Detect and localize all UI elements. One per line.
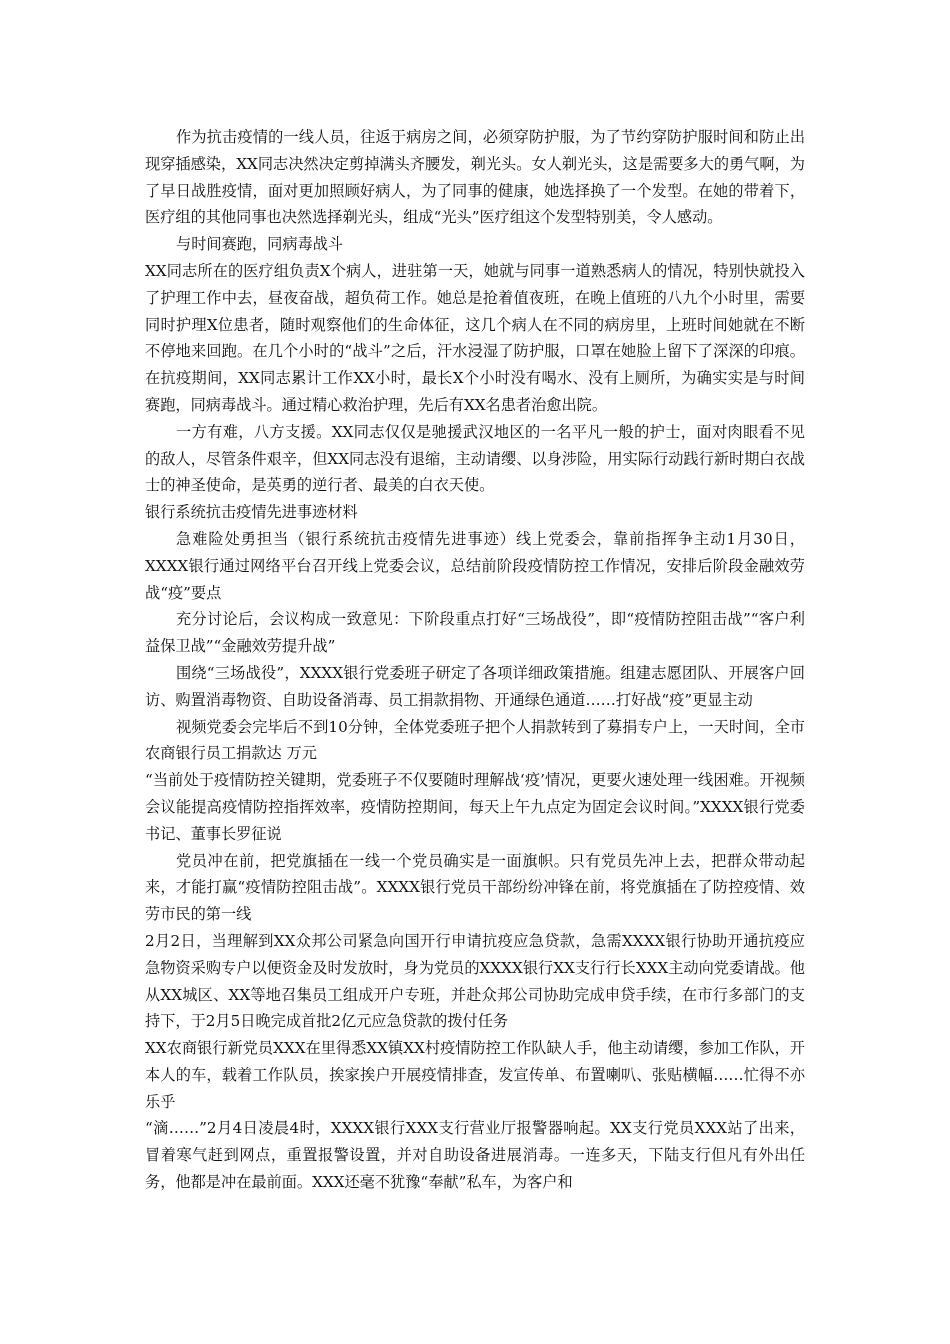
paragraph-haircut-story: 作为抗击疫情的一线人员，往返于病房之间，必须穿防护服，为了节约穿防护服时间和防止出现穿插感染，XX同志决然决定剪掉满头齐腰发，剃光头。女人剃光头，这是需要多大的勇气啊，为了早日战胜疫情，面对更加照顾好病人，为了同事的健康，她选择换了一个发型。在她的带着下，医疗组的其他同事也决然选择剃光头，组成“光头”医疗组这个发型特别美，令人感动。	[145, 128, 805, 227]
paragraph-new-party-member: XX农商银行新党员XXX在里得悉XX镇XX村疫情防控工作队缺人手，他主动请缨，参加工作队，开本人的车，载着工作队员，挨家挨户开展疫情排查，发宣传单、布置喇叭、张贴横幅……忙得不亦乐乎	[145, 1039, 805, 1111]
paragraph-support-wuhan: 一方有难，八方支援。XX同志仅仅是驰援武汉地区的一名平凡一般的护士，面对肉眼看不见的敌人，尽管条件艰辛，但XX同志没有退缩，主动请缨、以身涉险，用实际行动践行新时期白衣战士的神圣使命，是英勇的逆行者、最美的白衣天使。	[145, 422, 805, 495]
section-heading-race-against-time: 与时间赛跑，同病毒战斗	[176, 235, 344, 254]
paragraph-night-shift: XX同志所在的医疗组负责X个病人，进驻第一天，她就与同事一道熟悉病人的情况，特别快就投入了护理工作中去，昼夜奋战，超负荷工作。她总是抢着值夜班，在晚上值班的八九个小时里，需要同时护理X位患者，随时观察他们的生命体征，这几个病人在不同的病房里，上班时间她就在不断不停地来回跑。在几个小时的“战斗”之后，汗水浸湿了防护服，口罩在她脸上留下了深深的印痕。在抗疫期间，XX同志累计工作XX小时，最长X个小时没有喝水、没有上厕所，为确实实是与时间赛跑，同病毒战斗。通过精心救治护理，先后有XX名患者治愈出院。	[145, 261, 805, 414]
paragraph-emergency-loan: 2月2日，当理解到XX众邦公司紧急向国开行申请抗疫应急贷款，急需XXXX银行协助开通抗疫应急物资采购专户以便资金及时发放时，身为党员的XXXX银行XX支行行长XXX主动向党委请战。他从XX城区、XX等地召集员工组成开户专班，并赴众邦公司协助完成申贷手续，在市行多部门的支持下，于2月5日晚完成首批2亿元应急贷款的拨付任务	[145, 931, 805, 1031]
paragraph-party-members-front: 党员冲在前，把党旗插在一线一个党员确实是一面旗帜。只有党员先冲上去，把群众带动起来，才能打赢“疫情防控阻击战”。XXXX银行党员干部纷纷冲锋在前，将党旗插在了防控疫情、效劳市民的第一线	[145, 851, 805, 924]
document-title-bank-materials: 银行系统抗击疫情先进事迹材料	[145, 503, 358, 522]
paragraph-alarm-night: “滴……”2月4日凌晨4时，XXXX银行XXX支行营业厅报警器响起。XX支行党员XXX站了出来，冒着寒气赶到网点，重置报警设置，并对自助设备进展消毒。一连多天，下陆支行但凡有外出任务，他都是冲在最前面。XXX还毫不犹豫“奉献”私车，为客户和	[145, 1119, 805, 1192]
paragraph-chairman-quote: “当前处于疫情防控关键期，党委班子不仅要随时理解战‘疫’情况，更要火速处理一线困难。开视频会议能提高疫情防控指挥效率，疫情防控期间，每天上午九点定为固定会议时间。”XXXX银行党委书记、董事长罗征说	[145, 771, 805, 843]
document-body	[145, 124, 805, 1196]
paragraph-online-party-meeting: 急难险处勇担当（银行系统抗击疫情先进事迹）线上党委会，靠前指挥争主动1月30日，XXXX银行通过网络平台召开线上党委会议，总结前阶段疫情防控工作情况，安排后阶段金融效劳战“疫”要点	[145, 529, 805, 602]
paragraph-donation: 视频党委会完毕后不到10分钟，全体党委班子把个人捐款转到了募捐专户上，一天时间，全市农商银行员工捐款达 万元	[145, 717, 805, 763]
paragraph-policy-measures: 围绕“三场战役”，XXXX银行党委班子研定了各项详细政策措施。组建志愿团队、开展客户回访、购置消毒物资、自助设备消毒、员工捐款捐物、开通绿色通道……打好战“疫”更显主动	[145, 663, 805, 709]
paragraph-three-battles: 充分讨论后，会议构成一致意见：下阶段重点打好“三场战役”，即“疫情防控阻击战”“客户利益保卫战”“金融效劳提升战”	[145, 610, 805, 656]
